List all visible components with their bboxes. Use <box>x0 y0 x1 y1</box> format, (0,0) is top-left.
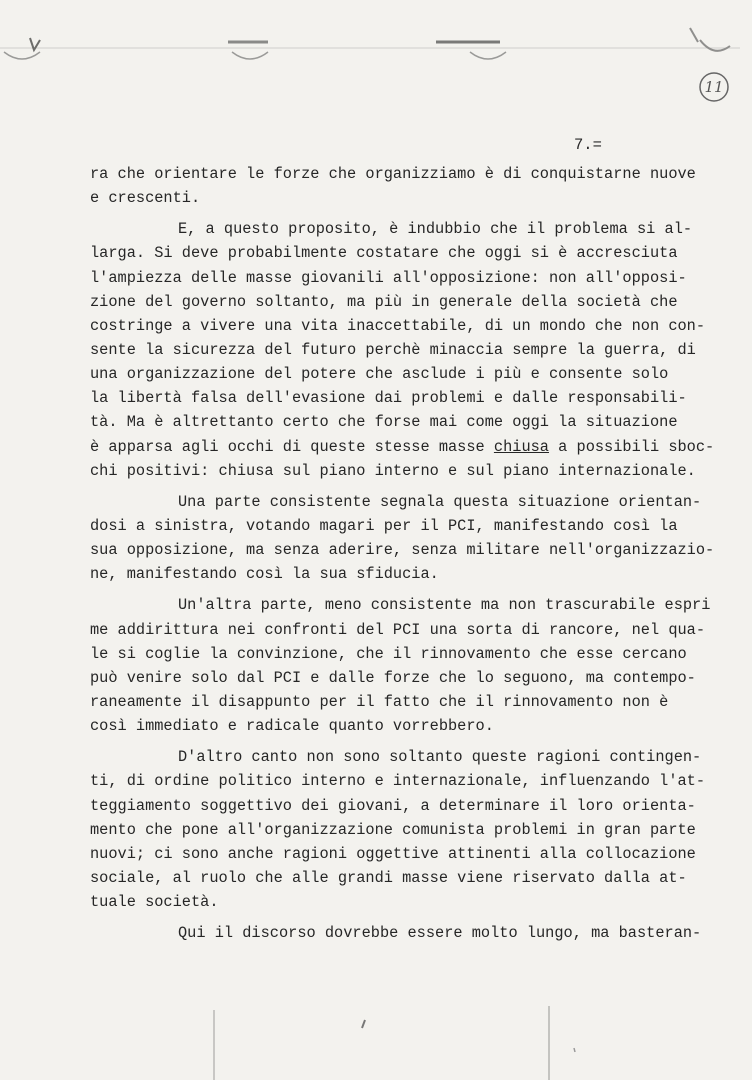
stamp-number: 11 <box>704 78 724 96</box>
text-line: larga. Si deve probabilmente costatare che oggi si è accresciuta <box>90 244 678 263</box>
text-line: tà. Ma è altrettanto certo che forse mai come oggi la situazione <box>90 413 678 432</box>
text-line: zione del governo soltanto, ma più in generale della società che <box>90 292 678 311</box>
text-line: e crescenti. <box>90 189 201 208</box>
text-line: le si coglie la convinzione, che il rinnovamento che esse cercano <box>90 644 687 663</box>
text-line: costringe a vivere una vita inaccettabile, di un mondo che non con- <box>90 316 706 335</box>
text-line: dosi a sinistra, votando magari per il PCI, manifestando così la <box>90 516 678 535</box>
text-line: una organizzazione del potere che asclude i più e consente solo <box>90 365 669 384</box>
text-line-with-underline <box>90 435 715 459</box>
text-line: sente la sicurezza del futuro perchè minaccia sempre la guerra, di <box>90 340 696 359</box>
text-segment: è apparsa agli occhi di queste stesse masse <box>90 437 494 456</box>
text-line: nuovi; ci sono anche ragioni oggettive attinenti alla collocazione <box>90 844 696 863</box>
text-line: così immediato e radicale quanto vorrebbero. <box>90 717 494 736</box>
text-line: ne, manifestando così la sua sfiducia. <box>90 565 439 584</box>
text-line: può venire solo dal PCI e dalle forze che lo seguono, ma contempo- <box>90 668 696 687</box>
text-line: la libertà falsa dell'evasione dai problemi e dalle responsabili- <box>90 389 687 408</box>
text-line: Un'altra parte, meno consistente ma non trascurabile espri <box>178 596 711 615</box>
text-line: mento che pone all'organizzazione comunista problemi in gran parte <box>90 820 696 839</box>
text-segment: a possibili sboc- <box>548 437 715 456</box>
typed-body-text <box>90 162 715 945</box>
underlined-word: chiusa <box>493 437 549 456</box>
text-line: tuale società. <box>90 893 219 912</box>
text-line: ti, di ordine politico interno e internazionale, influenzando l'at- <box>90 772 706 791</box>
text-line: l'ampiezza delle masse giovanili all'opposizione: non all'opposi- <box>90 268 687 287</box>
text-line: chi positivi: chiusa sul piano interno e sul piano internazionale. <box>90 461 696 480</box>
text-line: sociale, al ruolo che alle grandi masse viene riservato dalla at- <box>90 868 687 887</box>
text-line: sua opposizione, ma senza aderire, senza militare nell'organizzazio- <box>90 541 715 560</box>
text-line: raneamente il disappunto per il fatto che il rinnovamento non è <box>90 692 669 711</box>
text-line: D'altro canto non sono soltanto queste ragioni contingen- <box>178 748 702 767</box>
page-number: 7.= <box>574 136 602 154</box>
text-line: ra che orientare le forze che organizziamo è di conquistarne nuove <box>90 165 696 183</box>
text-line: teggiamento soggettivo dei giovani, a determinare il loro orienta- <box>90 796 696 815</box>
scan-top-edge <box>0 0 752 70</box>
text-line: E, a questo proposito, è indubbio che il problema si al- <box>178 220 693 239</box>
text-line: Una parte consistente segnala questa situazione orientan- <box>178 492 702 511</box>
scan-bottom-edge <box>0 1000 752 1080</box>
archive-stamp <box>697 70 731 104</box>
text-line: me addirittura nei confronti del PCI una sorta di rancore, nel qua- <box>90 620 706 639</box>
text-line: Qui il discorso dovrebbe essere molto lungo, ma basteran- <box>178 924 702 943</box>
